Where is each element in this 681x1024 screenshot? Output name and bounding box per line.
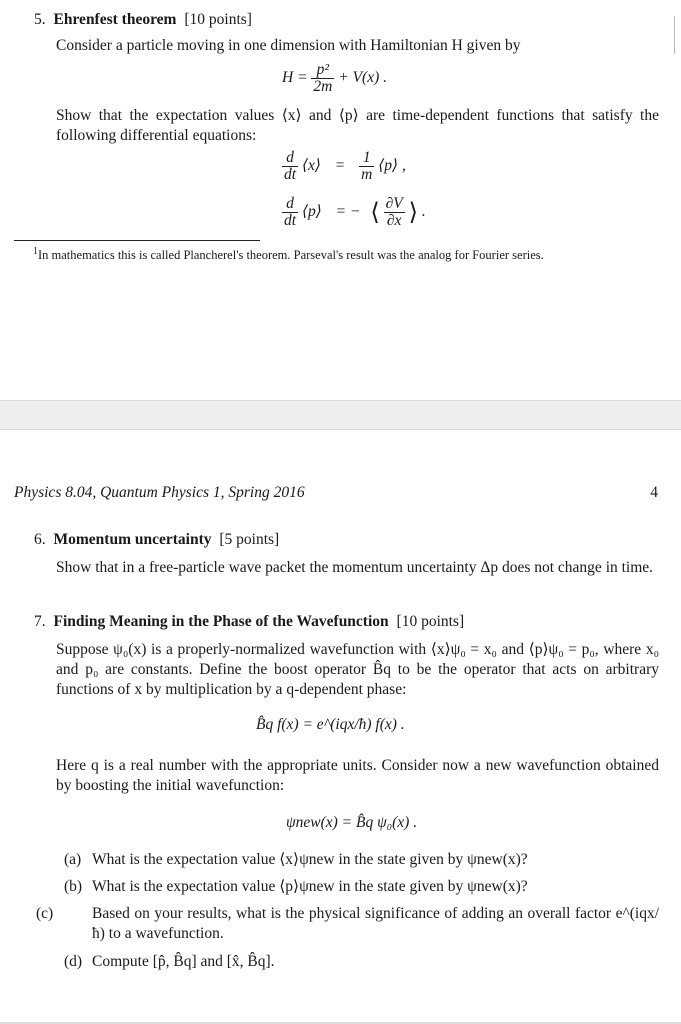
q6-number: 6.	[34, 531, 46, 548]
page-edge	[674, 16, 681, 54]
eq1-rhs: ⟨p⟩ ,	[378, 157, 406, 175]
part-c-label: (c)	[36, 905, 54, 922]
page-fragment-top	[0, 0, 681, 400]
part-a-label: (a)	[64, 851, 82, 868]
hamiltonian-rhs: + V(x) .	[338, 69, 387, 87]
q6-heading	[34, 530, 279, 550]
part-b-label: (b)	[64, 878, 83, 895]
running-header: Physics 8.04, Quantum Physics 1, Spring 2016	[14, 484, 305, 501]
q5-number: 5.	[34, 11, 46, 28]
eq2-partial: $\frac{\partial V}{\partial x}$	[385, 195, 403, 229]
part-d-label: (d)	[64, 953, 83, 970]
footnote-text: In mathematics this is called Plancherel's theorem. Parseval's result was the analog for Fourier series.	[38, 248, 544, 263]
part-d-text: Compute [p̂, B̂q] and [x̂, B̂q].	[92, 953, 275, 970]
q7-body-2: Here q is a real number with the appropriate units. Consider now a new wavefunction obtained by boosting the initial wavefunction:	[56, 757, 659, 794]
q6-title: Momentum uncertainty	[53, 531, 212, 548]
page-number: 4	[650, 484, 658, 501]
hamiltonian-lhs: H =	[282, 69, 308, 87]
page-separator	[0, 400, 681, 430]
q7-part-a	[64, 850, 659, 870]
boosted-wavefunction-equation: ψnew(x) = B̂q ψ₀(x) .	[286, 814, 418, 831]
footnote-mark: 1	[33, 246, 38, 257]
part-b-text: What is the expectation value ⟨p⟩ψnew in the state given by ψnew(x)?	[92, 878, 528, 895]
eq2-derivative: $\frac{d}{dt}$	[284, 195, 297, 229]
eq1-equals: =	[334, 157, 346, 175]
boost-equation: B̂q f(x) = e^(iqx/ħ) f(x) .	[256, 716, 405, 733]
part-a-text: What is the expectation value ⟨x⟩ψnew in the state given by ψnew(x)?	[92, 851, 528, 868]
eq1-derivative: $\frac{d}{dt}$	[284, 149, 297, 183]
eq2-equals: = −	[335, 203, 361, 221]
eq1-lhs: ⟨x⟩	[301, 157, 321, 175]
page-4	[0, 430, 681, 1024]
q5-heading	[34, 10, 252, 30]
q7-part-c	[36, 904, 659, 944]
footnote-rule	[14, 240, 260, 241]
q6-points: [5 points]	[219, 531, 280, 548]
q7-title: Finding Meaning in the Phase of the Wavefunction	[53, 613, 389, 630]
q5-body: Show that the expectation values ⟨x⟩ and ⟨p⟩ are time-dependent functions that satisfy the following differential equations:	[56, 107, 659, 144]
q7-heading	[34, 612, 464, 632]
eq2-lhs: ⟨p⟩	[301, 203, 322, 221]
q5-points: [10 points]	[184, 11, 252, 28]
q7-part-b	[64, 877, 659, 897]
q5-title: Ehrenfest theorem	[53, 11, 177, 28]
q6-body: Show that in a free-particle wave packet the momentum uncertainty Δp does not change in time.	[56, 559, 654, 576]
ehrenfest-eq-2: $\frac{d}{dt}$ ⟨p⟩ = − ⟨ $\frac{\partial V}{\partial x}$ ⟩ .	[284, 195, 426, 229]
hamiltonian-fraction: $\frac{\text{p²}}{2m}$	[313, 61, 333, 95]
q7-part-d	[64, 952, 659, 972]
ehrenfest-eq-1	[282, 150, 406, 183]
q5-intro: Consider a particle moving in one dimension with Hamiltonian H given by	[56, 37, 521, 54]
eq2-tail: .	[421, 203, 426, 221]
hamiltonian-equation	[282, 62, 387, 95]
q7-body-1: Suppose ψ₀(x) is a properly-normalized wavefunction with ⟨x⟩ψ₀ = x₀ and ⟨p⟩ψ₀ = p₀, where x₀ and p₀ are constants. Define the boost operator B̂q to be the operator that acts on arbitrary functions of x by multiplication by a q-dependent phase:	[56, 641, 659, 698]
footnote	[33, 246, 544, 263]
eq1-coefficient: $\frac{1}{m}$	[361, 149, 373, 183]
q7-number: 7.	[34, 613, 46, 630]
q7-points: [10 points]	[396, 613, 465, 630]
part-c-text: Based on your results, what is the physical significance of adding an overall factor e^(iqx/ħ) to a wavefunction.	[92, 905, 659, 942]
